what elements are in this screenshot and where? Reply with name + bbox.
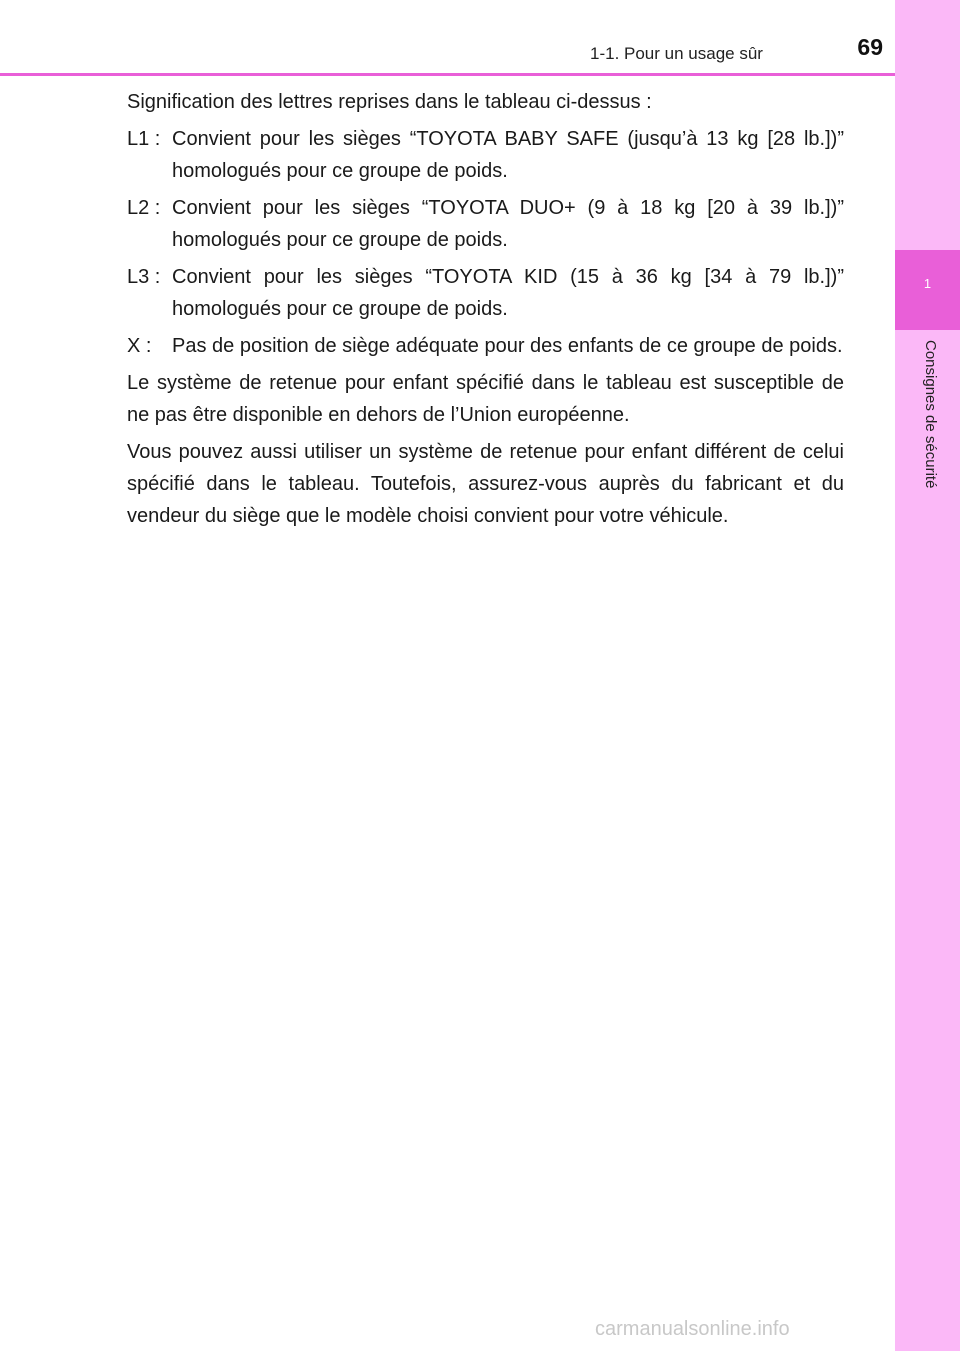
header-rule: [0, 73, 895, 76]
legend-text: Pas de position de siège adéquate pour des enfants de ce groupe de poids.: [172, 335, 843, 357]
chapter-number-box: [895, 250, 960, 330]
alternative-seat-paragraph: Vous pouvez aussi utiliser un système de retenue pour enfant différent de celui spécifié dans le tableau. Toutefois, assurez-vous auprès du fabricant et du vendeur du siège que le modèle choisi convient pour votre véhicule.: [127, 441, 844, 527]
intro-text: Signification des lettres reprises dans le tableau ci-dessus :: [127, 91, 652, 113]
legend-key: L3 :: [127, 266, 161, 288]
page-number: 69: [857, 34, 883, 60]
legend-item: [127, 123, 844, 187]
legend-item: [127, 192, 844, 256]
legend-text: Convient pour les sièges “TOYOTA BABY SAFE (jusqu’à 13 kg [28 lb.])” homologués pour ce groupe de poids.: [172, 128, 844, 182]
watermark: carmanualsonline.info: [595, 1318, 790, 1340]
availability-paragraph: Le système de retenue pour enfant spécifié dans le tableau est susceptible de ne pas être disponible en dehors de l’Union européenne.: [127, 372, 844, 426]
legend-key: X :: [127, 335, 152, 357]
legend-key: L1 :: [127, 128, 161, 150]
legend-item: [127, 330, 844, 362]
running-head: 1-1. Pour un usage sûr: [590, 44, 763, 63]
legend-text: Convient pour les sièges “TOYOTA KID (15 à 36 kg [34 à 79 lb.])” homologués pour ce groupe de poids.: [172, 266, 844, 320]
chapter-title: Consignes de sécurité: [922, 340, 939, 489]
chapter-number: 1: [923, 276, 932, 291]
legend-text: Convient pour les sièges “TOYOTA DUO+ (9 à 18 kg [20 à 39 lb.])” homologués pour ce groupe de poids.: [172, 197, 844, 251]
page-body: [127, 86, 844, 537]
legend-item: [127, 261, 844, 325]
legend-key: L2 :: [127, 197, 161, 219]
chapter-side-tab: [895, 0, 960, 1351]
